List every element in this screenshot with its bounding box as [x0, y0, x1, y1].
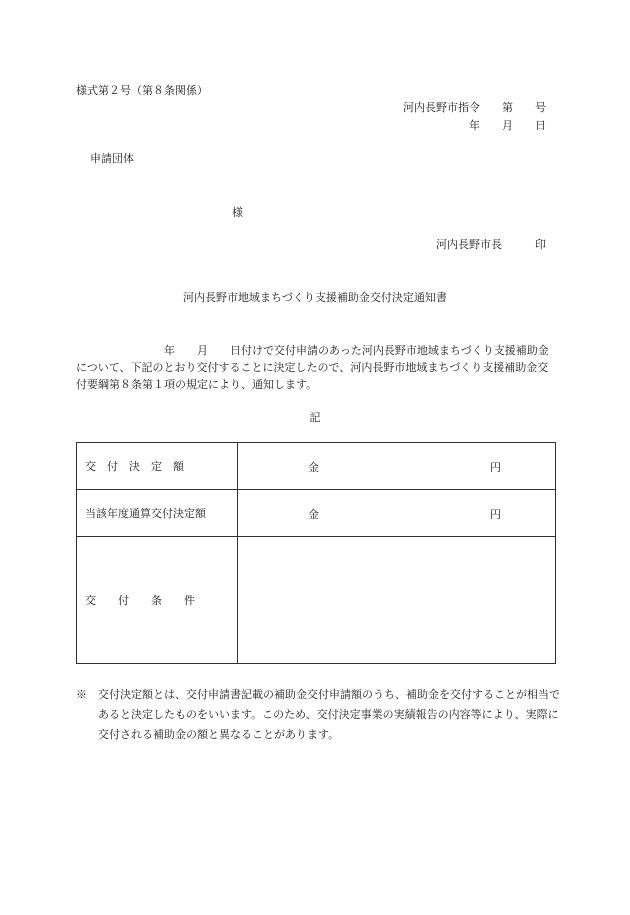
grant-amount-label: 交 付 決 定 額 [77, 443, 238, 490]
footnote: ※ 交付決定額とは、交付申請書記載の補助金交付申請額のうち、補助金を交付することが相当であると決定したものをいいます。このため、交付決定事業の実績報告の内容等により、実際に交付される補助金の額と異なることがあります。 [76, 688, 560, 741]
form-number: 様式第２号（第８条関係） [76, 84, 208, 97]
conditions-field [238, 537, 556, 664]
conditions-label: 交 付 条 件 [77, 537, 238, 664]
yen-label: 円 [490, 508, 501, 521]
document-number: 河内長野市指令 第 号 [403, 101, 546, 114]
yen-label: 円 [490, 461, 501, 474]
annual-total-label: 当該年度通算交付決定額 [77, 490, 238, 537]
ki-heading: 記 [309, 411, 321, 424]
table-row [77, 490, 556, 537]
kin-label: 金 [308, 461, 319, 474]
honorific: 様 [232, 206, 243, 219]
table-row [77, 537, 556, 664]
issuer-signature: 河内長野市長 印 [436, 238, 546, 251]
issue-date: 年 月 日 [469, 119, 546, 132]
grant-amount-field [238, 443, 556, 490]
document-title: 河内長野市地域まちづくり支援補助金交付決定通知書 [183, 291, 447, 304]
annual-total-field [238, 490, 556, 537]
body-text: 年 月 日付けで交付申請のあった河内長野市地域まちづくり支援補助金について、下記のとおり交付することに決定したので、河内長野市地域まちづくり支援補助金交付要綱第８条第１項の規定により、通知します。 [76, 344, 549, 391]
applicant-label: 申請団体 [90, 152, 134, 165]
kin-label: 金 [308, 508, 319, 521]
decision-table [76, 442, 556, 664]
table-row [77, 443, 556, 490]
